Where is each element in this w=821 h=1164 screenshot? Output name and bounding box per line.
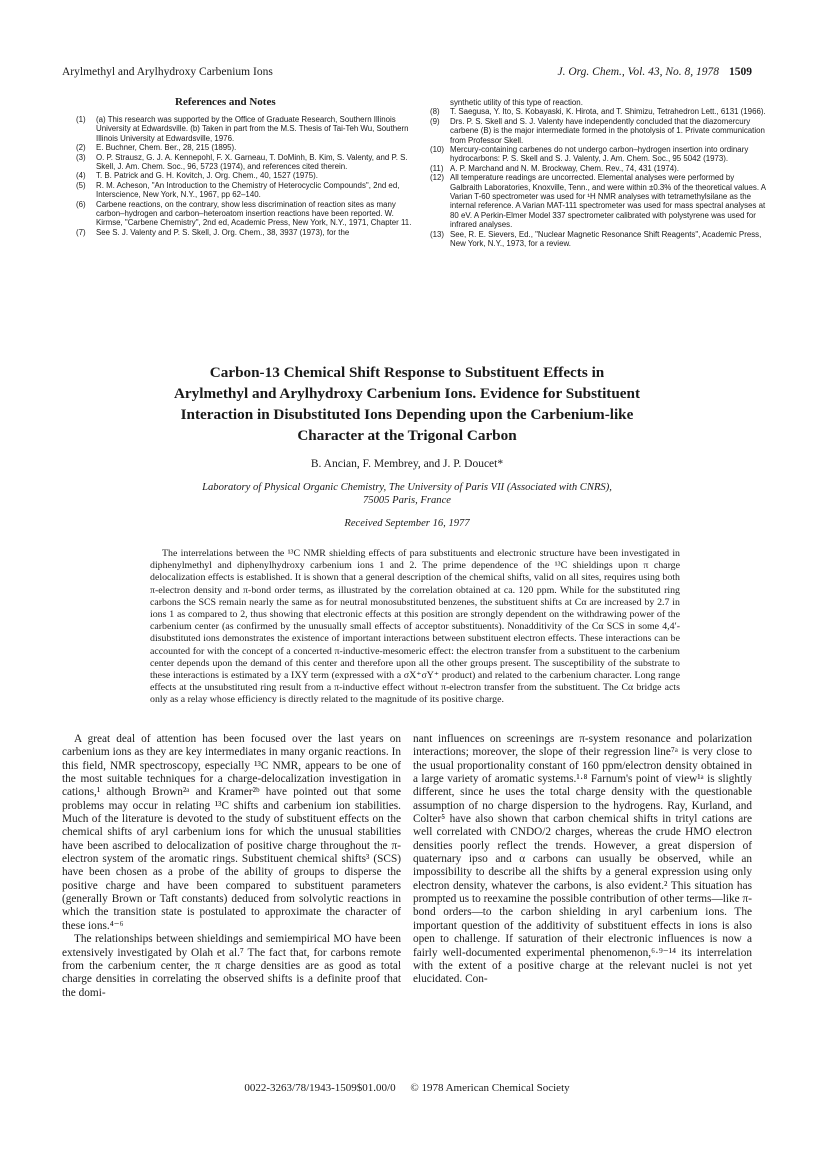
- reference-item: [76, 228, 414, 237]
- reference-number: (7): [76, 227, 86, 237]
- references-right-column: [430, 98, 768, 249]
- abstract: The interrelations between the ¹³C NMR shielding effects of para substituents and electronic structure have been investigated in diphenylmethyl and diphenylhydroxy carbenium ions 1 and 2. The prime dependence of the ¹³C shieldings upon π charge delocalization effects is established. It is shown that a general description of the chemical shifts, valid on all sites, requires using both π-electron density and π-bond order terms, as illustrated by the correlation obtained at ca. 120 ppm. While for the substituted ring carbons the SCS remain nearly the same as for neutral monosubstituted benzenes, the substituent shifts at Cα are increased by 2.7 in ions 1 as compared to 2, thus showing that electronic effects at this position are strongly dependent on the withdrawing power of the carbenium center (as confirmed by the unusually small effects of acceptor substituents). Nonadditivity of the Cα SCS in some 4,4′-disubstituted ions demonstrates the existence of important interactions between substituent electron effects. These interactions can be accounted for with the concept of a concerted π-inductive-mesomeric effect: the electron transfer from a substituent to the carbenium center depends upon the demand of this center and therefore upon all the other groups present. The susceptibility of the substrate to these interactions is estimated by a IXY term (expressed with a σX⁺σY⁺ product) and related to the carbenium character. Long range effects at the unsubstituted ring result from a π-inductive effect without π-electron transfer from the substituent. The Cα bridge acts only as a relay whose efficiency is directly related to the magnitude of its positive charge.: [150, 548, 680, 706]
- page-footer: [62, 1082, 752, 1094]
- reference-text: Drs. P. S. Skell and S. J. Valenty have independently concluded that the diazomercury carbene (B) is the major intermediate formed in the photolysis of 1. Private communication from Professor Skell.: [450, 116, 765, 145]
- references-heading: References and Notes: [175, 96, 276, 108]
- reference-number: (11): [430, 163, 444, 173]
- reference-item: [430, 230, 768, 249]
- reference-number: (5): [76, 180, 86, 190]
- reference-text: T. B. Patrick and G. H. Kovitch, J. Org. Chem., 40, 1527 (1975).: [96, 171, 318, 181]
- reference-item: [76, 143, 414, 152]
- copyright: © 1978 American Chemical Society: [410, 1082, 570, 1094]
- running-title: Arylmethyl and Arylhydroxy Carbenium Ions: [62, 66, 273, 78]
- body-paragraph: The relationships between shieldings and semiempirical MO have been extensively investigated by Olah et al.⁷ The fact that, for carbons remote from the carbenium center, the π charge densities are as good as total charge densities in correlating the observed shifts is a definite proof that the domi-: [62, 933, 401, 999]
- reference-item: [76, 181, 414, 200]
- reference-text: (a) This research was supported by the Office of Graduate Research, Southern Illinois University at Edwardsville. (b) Taken in part from the M.S. Thesis of Tai-Teh Wu, Southern Illinois University at Edwardsville, 1976.: [96, 115, 409, 143]
- affiliation: Laboratory of Physical Organic Chemistry, The University of Paris VII (Associated with CNRS), 75005 Paris, France: [202, 482, 612, 506]
- body-paragraph: nant influences on screenings are π-system resonance and polarization interactions; moreover, the slope of their regression line⁷ᵃ is very close to the usual proportionality constant of 160 ppm/electron density obtained in a large variety of aromatic systems.¹·⁸ Farnum's point of view¹ᵃ is slightly different, since he uses the total charge density with the questionable assumption of no charge dispersion to the hydrogens. Ray, Kurland, and Colter⁵ have also shown that carbon chemical shifts in trityl cations are well correlated with CNDO/2 charges, whereas the crude HMO electron densities poorly reflect the trends. However, a great dispersion of quaternary ipso and α carbons can usually be observed, while an impossibility to describe all the shifts by a general expression using only electron density, whatever the carbons, is also evident.² This situation has prompted us to reexamine the possible contribution of other terms—like π-bond orders—to the carbon shielding in aryl carbenium ions. The important question of the additivity of substituent effects in ions is also open to challenge. If saturation of their electronic influences is now a fairly well-documented experimental phenomenon,⁶·⁹⁻¹⁴ its interrelation with the extent of a positive charge at the relevant nuclei is not yet elucidated. Con-: [413, 733, 752, 986]
- reference-number: (9): [430, 116, 440, 126]
- authors: B. Ancian, F. Membrey, and J. P. Doucet*: [310, 458, 504, 470]
- body-left-column: [62, 733, 401, 1000]
- reference-item: [430, 145, 768, 164]
- reference-text: Carbene reactions, on the contrary, show less discrimination of reaction sites as many carbon–hydrogen and carbon–heteroatom insertion reactions have been reported. W. Kirmse, "Carbene Chemistry", 2nd ed, Academic Press, New York, N.Y., 1971, Chapter 11.: [96, 199, 412, 228]
- reference-item: [76, 115, 414, 143]
- reference-number: (3): [76, 152, 86, 162]
- article-code: 0022-3263/78/1943-1509$01.00/0: [244, 1082, 396, 1094]
- reference-item: [430, 107, 768, 116]
- reference-item: [76, 200, 414, 228]
- article-title: Carbon-13 Chemical Shift Response to Substituent Effects in Arylmethyl and Arylhydroxy Carbenium Ions. Evidence for Substituent Interaction in Disubstituted Ions Depending upon the Carbenium-like Character at the Trigonal Carbon: [173, 364, 641, 444]
- references-left-column: [76, 115, 414, 237]
- reference-number: (10): [430, 145, 445, 155]
- reference-item: [430, 164, 768, 173]
- body-right-column: [413, 733, 752, 987]
- reference-text: T. Saegusa, Y. Ito, S. Kobayaski, K. Hirota, and T. Shimizu, Tetrahedron Lett., 6131 (1966).: [450, 107, 766, 117]
- reference-number: (2): [76, 143, 86, 153]
- journal-citation: J. Org. Chem., Vol. 43, No. 8, 1978 1509: [557, 66, 752, 78]
- reference-number: (8): [430, 107, 440, 117]
- reference-text: E. Buchner, Chem. Ber., 28, 215 (1895).: [96, 143, 237, 153]
- reference-number: (6): [76, 199, 86, 209]
- received-date: Received September 16, 1977: [344, 518, 470, 529]
- reference-text: See S. J. Valenty and P. S. Skell, J. Org. Chem., 38, 3937 (1973), for the: [96, 227, 350, 237]
- reference-text: R. M. Acheson, "An Introduction to the Chemistry of Heterocyclic Compounds", 2nd ed, Interscience, New York, N.Y., 1967, pp 62–140.: [96, 180, 400, 200]
- reference-number: (12): [430, 173, 445, 183]
- reference-text: A. P. Marchand and N. M. Brockway, Chem. Rev., 74, 431 (1974).: [450, 163, 679, 173]
- reference-text: Mercury-containing carbenes do not undergo carbon–hydrogen insertion into ordinary hydrocarbons: P. S. Skell and S. J. Valenty, J. Am. Chem. Soc., 95 5042 (1973).: [450, 145, 749, 164]
- reference-number: (13): [430, 229, 445, 239]
- page-number: 1509: [729, 66, 752, 78]
- reference-item: [76, 153, 414, 172]
- reference-text: O. P. Strausz, G. J. A. Kennepohl, F. X. Garneau, T. DoMinh, B. Kim, S. Valenty, and P. S. Skell, J. Am. Chem. Soc., 96, 5723 (1974), and references cited therein.: [96, 152, 408, 172]
- body-paragraph: A great deal of attention has been focused over the last years on carbenium ions as they are key intermediates in many organic reactions. In this field, NMR spectroscopy, especially ¹³C NMR, appears to be one of the most suitable techniques for a charge-delocalization investigation in cations,¹ although Brown²ᵃ and Kramer²ᵇ have pointed out that some problems may occur in relating ¹³C shifts and carbenium ion stabilities. Much of the literature is devoted to the study of substituent effects on the chemical shifts of aryl carbenium ions for which the unusual stabilities have been ascribed to delocalization of positive charge throughout the π-electron system of the aromatic rings. Substituent chemical shifts³ (SCS) have been chosen as a probe of the ability of groups to disperse the positive charge and have been compared to substituent parameters (generally Brown or Taft constants) deduced from solvolytic reactions in which the transition state is postulated to approximate the character of these ions.⁴⁻⁶: [62, 733, 401, 932]
- reference-continuation: synthetic utility of this type of reaction.: [450, 98, 583, 107]
- reference-text: All temperature readings are uncorrected. Elemental analyses were performed by Galbraith Laboratories, Knoxville, Tenn., and were within ±0.3% of the theoretical values. A Varian T-60 spectrometer was used for ¹H NMR analyses with tetramethylsilane as the internal reference. A Varian MAT-111 spectrometer was used for mass spectral analyses at 80 eV. A Perkin-Elmer Model 337 spectrometer calibrated with polystyrene was used for infrared analyses.: [450, 173, 766, 230]
- reference-item: [430, 117, 768, 145]
- reference-number: (4): [76, 171, 86, 181]
- reference-text: See, R. E. Sievers, Ed., "Nuclear Magnetic Resonance Shift Reagents", Academic Press, New York, N.Y., 1973, for a review.: [450, 229, 762, 249]
- reference-item: [430, 173, 768, 229]
- reference-number: (1): [76, 115, 86, 124]
- reference-item: [76, 171, 414, 180]
